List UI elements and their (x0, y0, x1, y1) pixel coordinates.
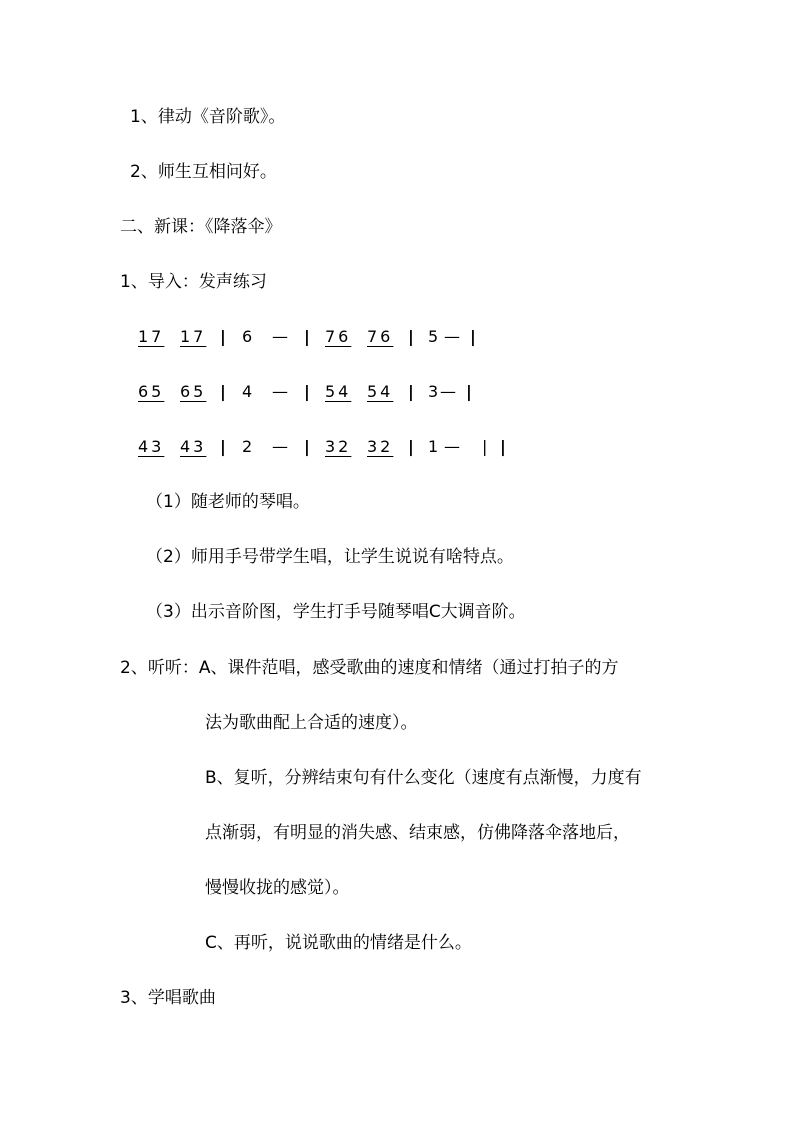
text-line-greeting: 2、师生互相问好。 (130, 162, 277, 182)
notation-row-1 (138, 326, 498, 348)
bar-line: | (304, 437, 310, 456)
text-line-listen-b: B、复听，分辨结束句有什么变化（速度有点渐慢，力度有 (205, 768, 642, 788)
bar-line: | (470, 327, 476, 346)
note-group: 32 (367, 437, 394, 456)
dash: — (272, 382, 288, 401)
bar-line: | (220, 327, 226, 346)
bar-line: | (408, 382, 414, 401)
text-line-listen-b-end: 慢慢收拢的感觉）。 (205, 878, 350, 898)
bar-line: | (304, 327, 310, 346)
bar-line: | (408, 437, 414, 456)
note-group: 76 (367, 327, 394, 346)
note-group: 43 (180, 437, 207, 456)
note: 2 (242, 437, 253, 456)
bar-line: | (466, 382, 472, 401)
note-group: 65 (180, 382, 207, 401)
dash: — (444, 437, 460, 456)
text-line-listen-a-cont: 法为歌曲配上合适的速度）。 (205, 713, 418, 733)
note-group: 65 (138, 382, 165, 401)
note: 1 (428, 437, 439, 456)
dash: — (440, 382, 456, 401)
bar-line: | (304, 382, 310, 401)
dash: — (444, 327, 460, 346)
note-group: 32 (325, 437, 352, 456)
section-heading-new-lesson: 二、新课：《降落伞》 (120, 217, 282, 237)
dash: — (272, 327, 288, 346)
text-line-step-2: （2）师用手号带学生唱，让学生说说有啥特点。 (146, 547, 514, 567)
text-line-listen-c: C、再听，说说歌曲的情绪是什么。 (205, 933, 472, 953)
bar-line: | (500, 437, 506, 456)
note: 3 (428, 382, 439, 401)
note-group: 54 (367, 382, 394, 401)
text-line-listen-b-cont: 点渐弱，有明显的消失感、结束感，仿佛降落伞落地后， (205, 823, 630, 843)
text-line-intro: 1、导入：发声练习 (120, 272, 267, 292)
text-line-rhythm: 1、律动《音阶歌》。 (130, 107, 286, 127)
bar-line: | (220, 437, 226, 456)
note-group: 43 (138, 437, 165, 456)
note: 5 (428, 327, 439, 346)
note-group: 17 (138, 327, 165, 346)
dash: — (272, 437, 288, 456)
text-line-learn-song: 3、学唱歌曲 (120, 988, 216, 1008)
notation-row-3 (138, 436, 518, 458)
bar-line: | (408, 327, 414, 346)
note: 4 (242, 382, 253, 401)
note-group: 76 (325, 327, 352, 346)
bar-line: | (482, 437, 488, 456)
note: 6 (242, 327, 253, 346)
notation-row-2 (138, 381, 498, 403)
bar-line: | (220, 382, 226, 401)
text-line-step-1: （1）随老师的琴唱。 (146, 492, 310, 512)
text-line-step-3: （3）出示音阶图，学生打手号随琴唱C大调音阶。 (146, 602, 526, 622)
note-group: 17 (180, 327, 207, 346)
note-group: 54 (325, 382, 352, 401)
text-line-listen-a: 2、听听：A、课件范唱，感受歌曲的速度和情绪（通过打拍子的方 (120, 658, 619, 678)
